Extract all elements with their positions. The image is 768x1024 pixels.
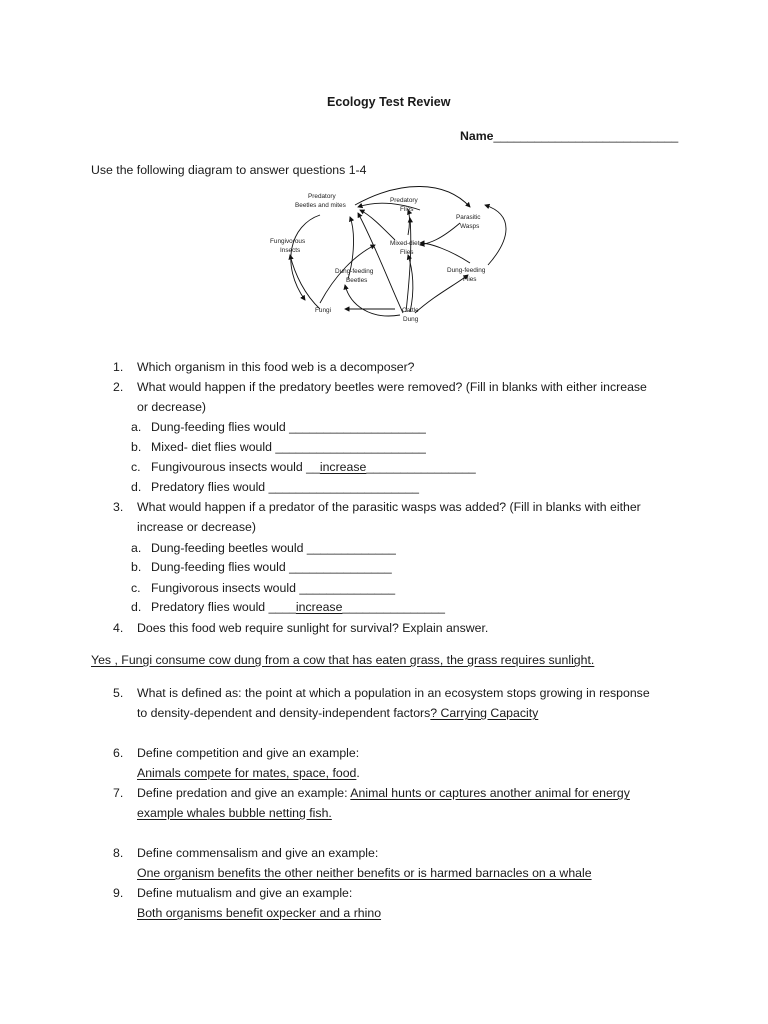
answer-blank: ______________ [299,581,396,595]
question-2-continued: or decrease) [137,400,207,414]
filled-answer: increase [319,460,367,474]
question-8: 8. Define commensalism and give an example: [113,846,379,860]
arrow-line [420,243,470,263]
answer-blank: ______________________ [268,480,420,494]
food-web-diagram [260,185,515,330]
question-2d: d. Predatory flies would ______________________ [131,480,420,494]
label-fungivorous-insects: Insects [280,247,301,254]
label-cattle-dung: Cattle [402,307,419,314]
question-5-continued: to density-dependent and density-independent factors? Carrying Capacity [137,706,539,720]
answer-6: Animals compete for mates, space, food. [137,766,360,780]
question-3a: a. Dung-feeding beetles would _____________ [131,541,396,555]
question-9: 9. Define mutualism and give an example: [113,886,353,900]
answer-5: ? Carrying Capacity [430,706,539,720]
name-label: Name [460,129,494,143]
question-1: 1. Which organism in this food web is a decomposer? [113,360,415,374]
label-parasitic-wasps: Wasps [460,223,480,230]
label-dung-feeding-beetles: Beetles [346,277,368,284]
answer-8: One organism benefits the other neither benefits or is harmed barnacles on a whale [137,866,592,880]
question-3-continued: increase or decrease) [137,520,256,534]
question-3c: c. Fungivorous insects would ______________ [131,581,396,595]
question-3b: b. Dung-feeding flies would _______________ [131,560,392,574]
page-title: Ecology Test Review [327,95,451,109]
answer-blank: _____________ [306,541,396,555]
answer-4: Yes , Fungi consume cow dung from a cow that has eaten grass, the grass requires sunlight. [91,653,595,667]
question-7: 7. Define predation and give an example: Animal hunts or captures another animal for energy [113,786,630,800]
question-5: 5. What is defined as: the point at which a population in an ecosystem stops growing in response [113,686,650,700]
label-cattle-dung: Dung [403,316,419,323]
question-3d: d. Predatory flies would ____increase_______________ [131,600,445,614]
name-field [460,128,678,144]
question-2: 2. What would happen if the predatory beetles were removed? (Fill in blanks with either increase [113,380,647,394]
question-4: 4. Does this food web require sunlight for survival? Explain answer. [113,621,489,635]
label-predatory-beetles: Beetles and mites [295,202,346,209]
question-2c: c. Fungivourous insects would __increase________________ [131,460,476,474]
answer-7: Animal hunts or captures another animal for energy [350,786,630,800]
answer-blank: ______________________ [275,440,426,454]
label-dung-feeding-beetles: Dung-feeding [335,268,374,275]
label-predatory-flies: Predatory [390,197,418,204]
arrow-line [358,213,403,313]
instruction: Use the following diagram to answer questions 1-4 [91,163,367,177]
label-fungivorous-insects: Fungivorous [270,238,306,245]
question-2a: a. Dung-feeding flies would ____________________ [131,420,426,434]
label-dung-feeding-flies: Flies [463,276,477,283]
arrow-line [360,210,395,240]
arrow-line [345,285,400,316]
arrow-line [291,215,320,300]
arrow-line [290,255,320,309]
label-predatory-flies: Flies [400,206,414,213]
answer-9: Both organisms benefit oxpecker and a rhino [137,906,382,920]
label-parasitic-wasps: Parasitic [456,214,481,221]
label-dung-feeding-flies: Dung-feeding [447,267,486,274]
question-3: 3. What would happen if a predator of the parasitic wasps was added? (Fill in blanks with either [113,500,641,514]
arrow-line [408,210,410,235]
label-mixed-diet-flies: Mixed-diet [390,240,420,247]
filled-answer: increase [295,600,343,614]
arrow-line [485,205,506,265]
question-6: 6. Define competition and give an example: [113,746,360,760]
answer-blank: ____________________ [289,420,426,434]
question-2b: b. Mixed- diet flies would ______________________ [131,440,426,454]
arrow-line [415,275,468,313]
name-blank: ___________________________ [493,129,679,143]
answer-7-continued: example whales bubble netting fish. [137,806,332,820]
arrow-line [420,223,460,245]
label-predatory-beetles: Predatory [308,193,336,200]
label-fungi: Fungi [315,307,331,314]
label-mixed-diet-flies: Flies [400,249,414,256]
answer-blank: _______________ [289,560,392,574]
